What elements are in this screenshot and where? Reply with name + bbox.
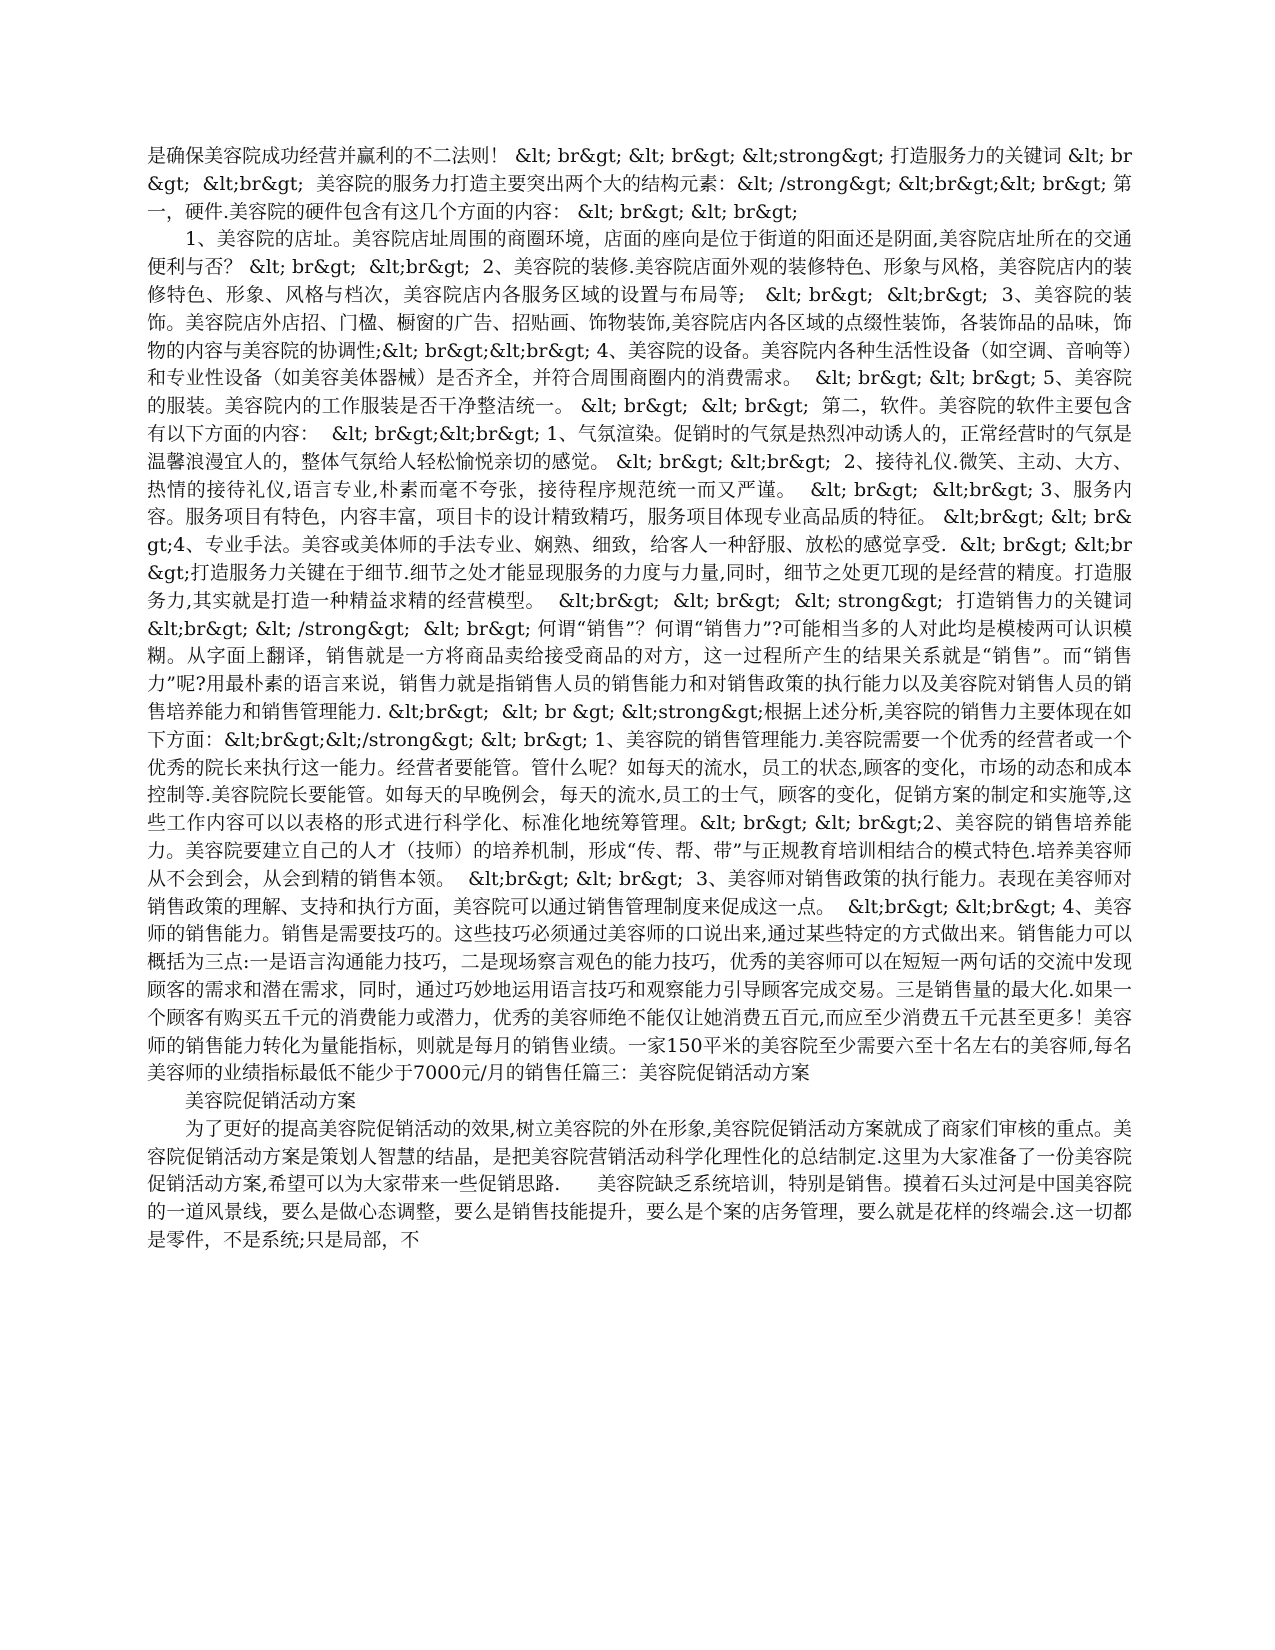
paragraph-3: 为了更好的提高美容院促销活动的效果,树立美容院的外在形象,美容院促销活动方案就成了商家们审核的重点。美容院促销活动方案是策划人智慧的结晶，是把美容院营销活动科学化理性化的总结制定.这里为大家准备了一份美容院促销活动方案,希望可以为大家带来一些促销思路. 美容院缺乏系统培训，特别是销售。摸着石头过河是中国美容院的一道风景线，要么是做心态调整，要么是销售技能提升，要么是个案的店务管理，要么就是花样的终端会.这一切都是零件，不是系统;只是局部，不 (147, 1117, 1132, 1252)
paragraph-1: 是确保美容院成功经营并赢利的不二法则！ &lt; br&gt; &lt; br&gt; &lt;strong&gt; 打造服务力的关键词 &lt; br&gt; &lt;br&gt; 美容院的服务力打造主要突出两个大的结构元素：&lt; /strong&gt; &lt;br&gt;&lt; br&gt; 第一，硬件.美容院的硬件包含有这几个方面的内容： &lt; br&gt; &lt; br&gt; (147, 145, 1132, 223)
document-page (147, 143, 1139, 1255)
paragraph-2: 1、美容院的店址。美容院店址周围的商圈环境，店面的座向是位于街道的阳面还是阴面,美容院店址所在的交通便利与否？ &lt; br&gt; &lt;br&gt; 2、美容院的装修.美容院店面外观的装修特色、形象与风格，美容院店内的装修特色、形象、风格与档次，美容院店内各服务区域的设置与布局等; &lt; br&gt; &lt;br&gt; 3、美容院的装饰。美容院店外店招、门楹、橱窗的广告、招贴画、饰物装饰,美容院店内各区域的点缀性装饰，各装饰品的品味，饰物的内容与美容院的协调性;&lt; br&gt;&lt;br&gt; 4、美容院的设备。美容院内各种生活性设备（如空调、音响等）和专业性设备（如美容美体器械）是否齐全，并符合周围商圈内的消费需求。 &lt; br&gt; &lt; br&gt; 5、美容院的服装。美容院内的工作服装是否干净整洁统一。 &lt; br&gt; &lt; br&gt; 第二，软件。美容院的软件主要包含有以下方面的内容： &lt; br&gt;&lt;br&gt; 1、气氛渲染。促销时的气氛是热烈冲动诱人的，正常经营时的气氛是温馨浪漫宜人的，整体气氛给人轻松愉悦亲切的感觉。 &lt; br&gt; &lt;br&gt; 2、接待礼仪.微笑、主动、大方、热情的接待礼仪,语言专业,朴素而毫不夸张，接待程序规范统一而又严谨。 &lt; br&gt; &lt;br&gt; 3、服务内容。服务项目有特色，内容丰富，项目卡的设计精致精巧，服务项目体现专业高品质的特征。 &lt;br&gt; &lt; br&gt;4、专业手法。美容或美体师的手法专业、娴熟、细致，给客人一种舒服、放松的感觉享受. &lt; br&gt; &lt;br&gt;打造服务力关键在于细节.细节之处才能显现服务的力度与力量,同时，细节之处更兀现的是经营的精度。打造服务力,其实就是打造一种精益求精的经营模型。 &lt;br&gt; &lt; br&gt; &lt; strong&gt; 打造销售力的关键词 &lt;br&gt; &lt; /strong&gt; &lt; br&gt; 何谓“销售”？何谓“销售力”?可能相当多的人对此均是模棱两可认识模糊。从字面上翻译，销售就是一方将商品卖给接受商品的对方，这一过程所产生的结果关系就是“销售”。而“销售力”呢?用最朴素的语言来说，销售力就是指销售人员的销售能力和对销售政策的执行能力以及美容院对销售人员的销售培养能力和销售管理能力. &lt;br&gt; &lt; br &gt; &lt;strong&gt;根据上述分析,美容院的销售力主要体现在如下方面：&lt;br&gt;&lt;/strong&gt; &lt; br&gt; 1、美容院的销售管理能力.美容院需要一个优秀的经营者或一个优秀的院长来执行这一能力。经营者要能管。管什么呢？如每天的流水，员工的状态,顾客的变化，市场的动态和成本控制等.美容院院长要能管。如每天的早晚例会，每天的流水,员工的士气，顾客的变化，促销方案的制定和实施等,这些工作内容可以以表格的形式进行科学化、标准化地统筹管理。&lt; br&gt; &lt; br&gt;2、美容院的销售培养能力。美容院要建立自己的人才（技师）的培养机制，形成“传、帮、带”与正规教育培训相结合的模式特色.培养美容师从不会到会，从会到精的销售本领。 &lt;br&gt; &lt; br&gt; 3、美容师对销售政策的执行能力。表现在美容师对销售政策的理解、支持和执行方面，美容院可以通过销售管理制度来促成这一点。 &lt;br&gt; &lt;br&gt; 4、美容师的销售能力。销售是需要技巧的。这些技巧必须通过美容师的口说出来,通过某些特定的方式做出来。销售能力可以概括为三点:一是语言沟通能力技巧，二是现场察言观色的能力技巧，优秀的美容师可以在短短一两句话的交流中发现顾客的需求和潜在需求，同时，通过巧妙地运用语言技巧和观察能力引导顾客完成交易。三是销售量的最大化.如果一个顾客有购买五千元的消费能力或潜力，优秀的美容师绝不能仅让她消费五百元,而应至少消费五千元甚至更多！美容师的销售能力转化为量能指标，则就是每月的销售业绩。一家150平米的美容院至少需要六至十名左右的美容师,每名美容师的业绩指标最低不能少于7000元/月的销售任篇三：美容院促销活动方案 (147, 228, 1139, 1085)
section-heading: 美容院促销活动方案 (185, 1090, 357, 1113)
